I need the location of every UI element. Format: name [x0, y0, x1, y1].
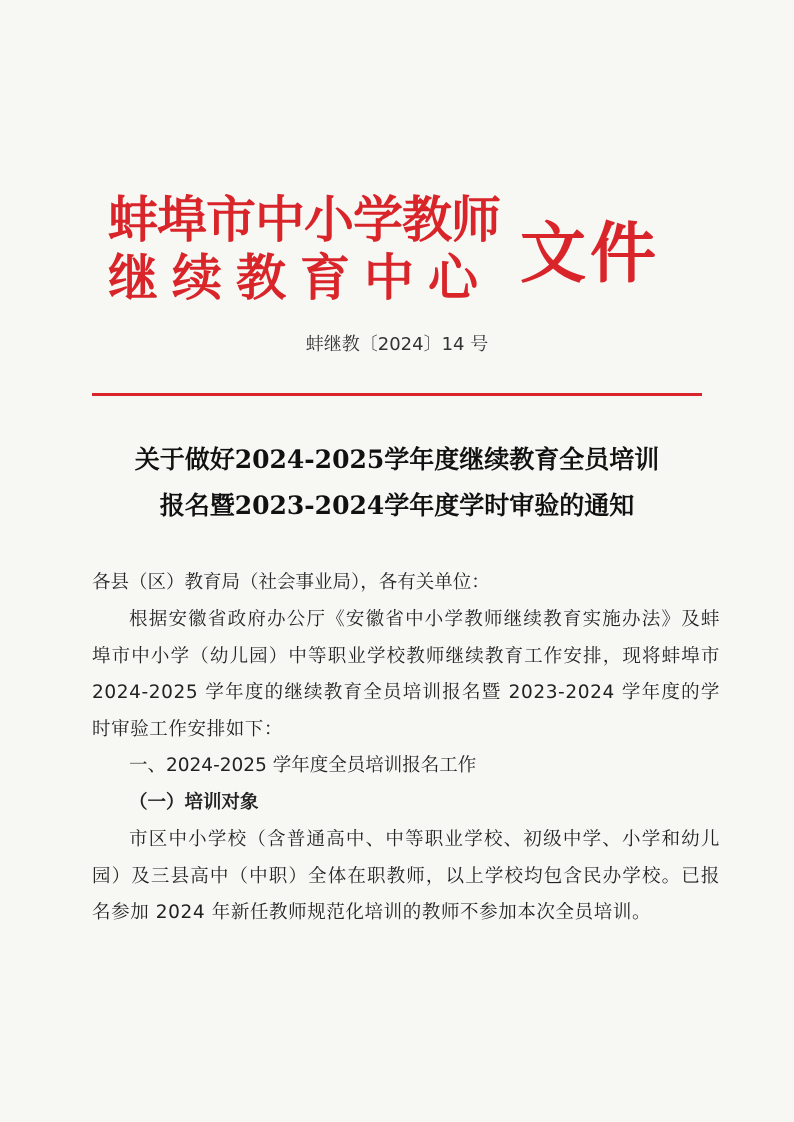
subsection-heading-1: （一）培训对象	[129, 792, 259, 813]
subsection-paragraph-1: 市区中小学校（含普通高中、中等职业学校、初级中学、小学和幼儿园）及三县高中（中职）全体在职教师，以上学校均包含民办学校。已报名参加 2024 年新任教师规范化培训的教师不参加本次全员培训。	[92, 829, 720, 923]
title-line-1: 关于做好2024-2025学年度继续教育全员培训	[134, 445, 660, 474]
issuer-line-2: 继续教育中心	[108, 249, 492, 307]
issuer-line-1: 蚌埠市中小学教师	[108, 191, 500, 249]
salutation: 各县（区）教育局（社会事业局），各有关单位：	[92, 572, 490, 593]
document-number: 蚌继教〔2024〕14 号	[305, 334, 489, 355]
document-type-label: 文件	[520, 215, 660, 292]
intro-paragraph: 根据安徽省政府办公厅《安徽省中小学教师继续教育实施办法》及蚌埠市中小学（幼儿园）中等职业学校教师继续教育工作安排，现将蚌埠市 2024-2025 学年度的继续教育全员培训报名暨 2023-2024 学年度的学时审验工作安排如下：	[92, 609, 720, 740]
section-heading-1: 一、2024-2025 学年度全员培训报名工作	[129, 755, 477, 776]
red-divider-line	[92, 393, 702, 396]
title-line-2: 报名暨2023-2024学年度学时审验的通知	[159, 491, 635, 520]
